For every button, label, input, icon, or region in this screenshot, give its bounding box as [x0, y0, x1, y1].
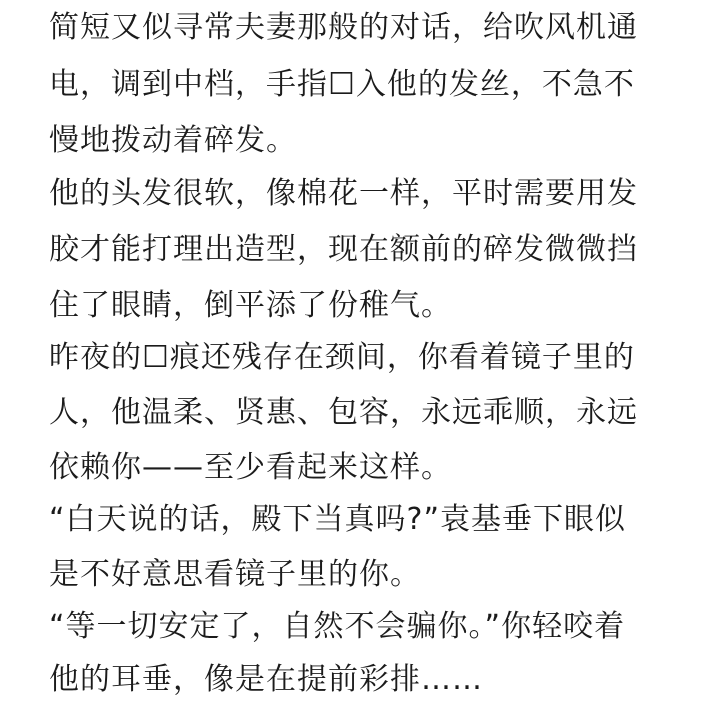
text-line-11: 是不好意思看镜子里的你。 [49, 557, 421, 592]
text-line-4: 他的头发很软，像棉花一样，平时需要用发 [49, 176, 638, 211]
text-line-1: 简短又似寻常夫妻那般的对话，给吹风机通 [49, 10, 638, 45]
text-line-9: 依赖你——至少看起来这样。 [49, 450, 452, 485]
text-line-2: 电，调到中档，手指☐入他的发丝，不急不 [49, 67, 635, 102]
text-line-8: 人，他温柔、贤惠、包容，永远乖顺，永远 [49, 395, 638, 430]
text-line-6: 住了眼睛，倒平添了份稚气。 [49, 288, 452, 323]
text-line-7: 昨夜的☐痕还残存在颈间，你看着镜子里的 [49, 340, 635, 375]
text-line-3: 慢地拨动着碎发。 [49, 123, 297, 158]
text-line-13: 他的耳垂，像是在提前彩排…… [49, 662, 483, 697]
text-line-10: “白天说的话，殿下当真吗?”袁基垂下眼似 [49, 502, 627, 537]
text-line-5: 胶才能打理出造型，现在额前的碎发微微挡 [49, 232, 638, 267]
text-line-12: “等一切安定了，自然不会骗你。”你轻咬着 [49, 609, 626, 644]
